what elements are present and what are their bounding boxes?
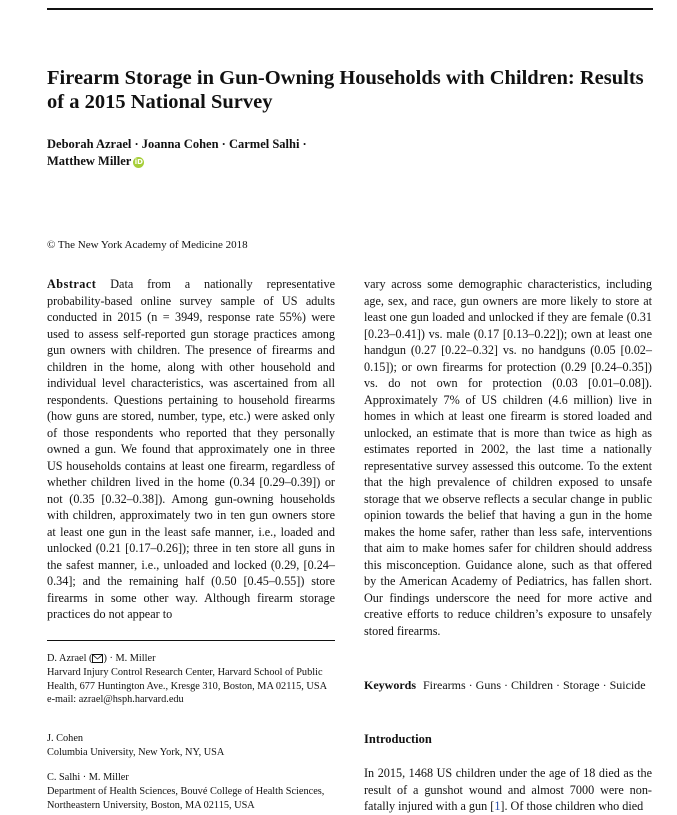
introduction-body-cont: ]. Of those children who died [500,799,644,813]
introduction-text [364,765,652,815]
authors-line-2 [47,153,647,170]
envelope-icon[interactable] [92,654,103,663]
abstract-label: Abstract [47,277,97,291]
introduction-body: In 2015, 1468 US children under the age of 18 died as the result of a gunshot wound and almost 7000 were non-fatally injured with a gun [ [364,766,652,813]
paper-title: Firearm Storage in Gun-Owning Households with Children: Results of a 2015 National Survey [47,67,644,113]
abstract-text-left: Data from a nationally representative probability-based online survey sample of US adults conducted in 2015 (n = 3949, response rate 55%) were used to assess self-reported gun storage practices among gun owners with children. The presence of firearms and children in the home, along with other household and individual level characteristics, was ascertained from all respondents. Questions pertaining to household firearms (how guns are stored, number, type, etc.) were asked only of those respondents who reported that they personally owned a gun. We found that approximately one in three US households contains at least one firearm, regardless of whether children lived in the home (0.34 [0.29–0.39]) or not (0.35 [0.32–0.38]). Among gun-owning households with children, approximately two in ten gun owners store at least one gun in the least safe manner, i.e., loaded and unlocked (0.21 [0.17–0.26]); three in ten store all guns in the safest manner, i.e., unloaded and locked (0.29, [0.24–0.34]; and the remaining half (0.50 [0.45–0.55]) store firearms in some other way. Although firearm storage practices do not appear to [47,277,335,621]
authors-line-1: Deborah Azrael · Joanna Cohen · Carmel Salhi · [47,137,307,151]
keywords [364,678,646,693]
affiliation-azrael-miller [47,652,337,707]
affiliation-email[interactable]: e-mail: azrael@hsph.harvard.edu [47,694,184,706]
affiliation-names: C. Salhi · M. Miller [47,772,129,783]
keywords-list: Firearms · Guns · Children · Storage · Suicide [423,678,646,692]
affiliation-separator [47,640,335,641]
affiliation-names: J. Cohen [47,733,84,744]
author-miller: Matthew Miller [47,154,132,168]
reference-link[interactable]: 1 [494,799,501,813]
abstract-left-column [47,276,335,623]
copyright-notice: © The New York Academy of Medicine 2018 [47,239,248,251]
top-rule [47,8,653,10]
affiliation-salhi-miller [47,771,337,812]
affiliation-address: Columbia University, New York, NY, USA [47,746,225,758]
affiliation-name-azrael: D. Azrael ( [47,653,93,664]
orcid-icon[interactable]: iD [134,157,143,166]
abstract-right-column [364,276,652,639]
keywords-label: Keywords [364,678,416,692]
introduction-heading: Introduction [364,732,432,746]
affiliation-name-miller: ) · M. Miller [103,653,156,664]
author-list [47,136,647,170]
affiliation-names [47,652,337,666]
affiliation-address: Harvard Injury Control Research Center, Harvard School of Public Health, 677 Huntington Ave., Kresge 310, Boston, MA 02115, USA [47,666,328,692]
affiliation-address: Department of Health Sciences, Bouvé College of Health Sciences, Northeastern University, Boston, MA 02115, USA [47,785,325,811]
abstract-text-right: vary across some demographic characteristics, including age, sex, and race, gun owners are more likely to store at least one gun loaded and unlocked if they are female (0.31 [0.23–0.41]) vs. male (0.17 [0.13–0.22]); own at least one handgun (0.27 [0.22–0.32] vs. no handguns (0.05 [0.02–0.15]); or own firearms for protection (0.29 [0.24–0.35]) vs. do not own for protection (0.03 [0.01–0.08]). Approximately 7% of US children (4.6 million) live in homes in which at least one firearm is stored loaded and unlocked, an estimate that is more than twice as high as estimates reported in 2002, the last time a nationally representative survey assessed this outcome. To the extent that the high prevalence of children exposed to unsafe storage that we observe reflects a secular change in public opinion towards the belief that having a gun in the home makes the home safer, rather than less safe, interventions that aim to make homes safer for children should address this misconception. Guidance alone, such as that offered by the American Academy of Pediatrics, has fallen short. Our findings underscore the need for more active and creative efforts to reduce children’s exposure to unsafely stored firearms. [364,277,652,638]
affiliation-cohen [47,732,337,760]
